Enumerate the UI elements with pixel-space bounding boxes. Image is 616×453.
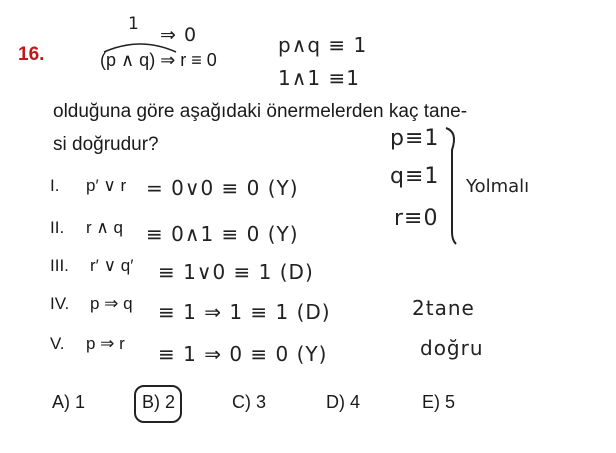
- statement-3-expr: r′ ∨ q′: [90, 256, 134, 275]
- statement-2-expr: r ∧ q: [86, 218, 124, 237]
- values-brace: [446, 128, 456, 244]
- option-b[interactable]: B) 2: [142, 392, 176, 412]
- premise-arc: [104, 44, 176, 52]
- statement-2-work: ≡ 0∧1 ≡ 0 (Y): [146, 222, 299, 246]
- option-e[interactable]: E) 5: [422, 392, 456, 412]
- statement-1-expr: p′ ∨ r: [86, 176, 127, 195]
- statement-5-label: V.: [50, 334, 65, 353]
- question-text-line1: olduğuna göre aşağıdaki önermelerden kaç tane-: [53, 101, 468, 122]
- option-d[interactable]: D) 4: [326, 392, 361, 412]
- hand-value-q: q≡1: [390, 164, 440, 189]
- hand-values-note: Yolmalı: [466, 176, 530, 197]
- option-a[interactable]: A) 1: [52, 392, 86, 412]
- statement-4-work: ≡ 1 ⇒ 1 ≡ 1 (D): [158, 300, 331, 324]
- hand-right-line1: p∧q ≡ 1: [278, 33, 368, 57]
- premise: (p ∧ q) ⇒ r ≡ 0: [100, 50, 217, 70]
- statement-5-expr: p ⇒ r: [86, 334, 125, 353]
- statement-1-work: = 0∨0 ≡ 0 (Y): [146, 176, 299, 200]
- hand-answer-note-2: doğru: [420, 336, 484, 360]
- hand-value-r: r≡0: [394, 206, 439, 231]
- statement-3-work: ≡ 1∨0 ≡ 1 (D): [158, 260, 314, 284]
- statement-5-work: ≡ 1 ⇒ 0 ≡ 0 (Y): [158, 342, 328, 366]
- statement-4-label: IV.: [50, 294, 70, 313]
- statement-1-label: I.: [50, 176, 60, 195]
- hand-above-one: 1: [128, 14, 140, 34]
- hand-value-p: p≡1: [390, 126, 440, 151]
- hand-above-arrow: ⇒ 0: [160, 24, 198, 46]
- hand-right-line2: 1∧1 ≡1: [278, 66, 360, 90]
- statement-4-expr: p ⇒ q: [90, 294, 133, 313]
- statement-2-label: II.: [50, 218, 65, 237]
- question-number: 16.: [18, 44, 45, 65]
- hand-answer-note-1: 2tane: [412, 296, 475, 320]
- question-text-line2: si doğrudur?: [53, 134, 159, 155]
- option-c[interactable]: C) 3: [232, 392, 267, 412]
- statement-3-label: III.: [50, 256, 69, 275]
